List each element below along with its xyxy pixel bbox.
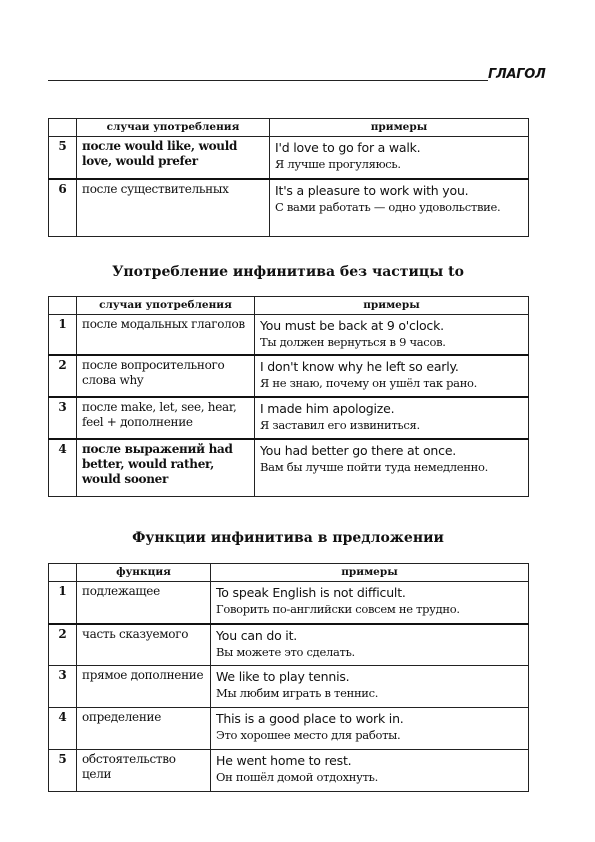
example-russian: Мы любим играть в теннис. — [216, 686, 379, 700]
example-russian: Я заставил его извиниться. — [260, 417, 420, 432]
table-row — [49, 666, 529, 708]
example-english: You must be back at 9 o'clock. — [260, 318, 444, 333]
header-cell-examples: примеры — [211, 564, 529, 582]
example-english: We like to play tennis. — [216, 669, 350, 684]
example-russian: Ты должен вернуться в 9 часов. — [260, 335, 446, 349]
row-number: 4 — [49, 708, 77, 750]
usage-cell: после существительных — [77, 179, 270, 237]
examples-cell — [211, 750, 529, 792]
infinitive-table-continued — [48, 118, 529, 237]
infinitive-functions-table — [48, 563, 529, 792]
table-row — [49, 708, 529, 750]
section-title: Функции инфинитива в предложении — [132, 530, 444, 546]
examples-cell — [255, 315, 529, 355]
example-english: I'd love to go for a walk. — [275, 140, 421, 155]
usage-cell: определение — [77, 708, 211, 750]
table-row — [49, 750, 529, 792]
usage-cell: обстоятельство цели — [77, 750, 211, 792]
example-english: He went home to rest. — [216, 753, 352, 768]
example-english: I don't know why he left so early. — [260, 358, 459, 374]
usage-cell: после выражений had better, would rather, would sooner — [77, 439, 255, 497]
examples-cell — [211, 582, 529, 624]
usage-cell: после would like, would love, would prefer — [77, 137, 270, 179]
row-number: 3 — [49, 397, 77, 439]
example-english: You had better go there at once. — [260, 442, 457, 458]
running-header: ГЛАГОЛ — [488, 67, 546, 82]
row-number: 5 — [49, 750, 77, 792]
example-english: To speak English is not difficult. — [216, 585, 406, 600]
row-number: 3 — [49, 666, 77, 708]
examples-cell — [211, 624, 529, 666]
table-row — [49, 439, 529, 497]
row-number: 6 — [49, 179, 77, 237]
table-row — [49, 315, 529, 355]
row-number: 2 — [49, 355, 77, 397]
examples-cell — [255, 439, 529, 497]
infinitive-without-to-table — [48, 296, 529, 497]
table-row — [49, 355, 529, 397]
section-title: Употребление инфинитива без частицы to — [112, 264, 464, 280]
usage-cell: после вопросительного слова why — [77, 355, 255, 397]
table-row — [49, 397, 529, 439]
example-english: This is a good place to work in. — [216, 711, 404, 726]
table-header-row — [49, 564, 529, 582]
header-cell-examples: примеры — [270, 119, 529, 137]
usage-cell: после модальных глаголов — [77, 315, 255, 355]
table-row — [49, 582, 529, 624]
table-row — [49, 137, 529, 179]
row-number: 4 — [49, 439, 77, 497]
example-russian: Я не знаю, почему он ушёл так рано. — [260, 375, 478, 390]
examples-cell — [270, 179, 529, 237]
example-english: I made him apologize. — [260, 400, 395, 416]
header-cell-usage: случаи употребления — [77, 297, 255, 315]
usage-cell: прямое дополнение — [77, 666, 211, 708]
usage-cell: часть сказуемого — [77, 624, 211, 666]
examples-cell — [255, 355, 529, 397]
example-russian: С вами работать — одно удовольствие. — [275, 199, 501, 214]
table-row — [49, 624, 529, 666]
example-russian: Вам бы лучше пойти туда немедленно. — [260, 459, 488, 474]
example-russian: Я лучше прогуляюсь. — [275, 157, 401, 171]
example-english: You can do it. — [216, 627, 298, 643]
table-header-row — [49, 119, 529, 137]
example-russian: Вы можете это сделать. — [216, 644, 355, 659]
row-number: 1 — [49, 582, 77, 624]
header-cell-num — [49, 297, 77, 315]
header-cell-num — [49, 564, 77, 582]
header-cell-usage: функция — [77, 564, 211, 582]
example-english: It's a pleasure to work with you. — [275, 182, 469, 198]
examples-cell — [211, 666, 529, 708]
example-russian: Это хорошее место для работы. — [216, 728, 401, 742]
header-cell-examples: примеры — [255, 297, 529, 315]
row-number: 2 — [49, 624, 77, 666]
usage-cell: после make, let, see, hear, feel + дополнение — [77, 397, 255, 439]
row-number: 1 — [49, 315, 77, 355]
table-header-row — [49, 297, 529, 315]
examples-cell — [255, 397, 529, 439]
table-row — [49, 179, 529, 237]
example-russian: Он пошёл домой отдохнуть. — [216, 770, 378, 784]
row-number: 5 — [49, 137, 77, 179]
header-rule — [48, 80, 488, 81]
example-russian: Говорить по-английски совсем не трудно. — [216, 602, 460, 616]
examples-cell — [211, 708, 529, 750]
header-cell-num — [49, 119, 77, 137]
examples-cell — [270, 137, 529, 179]
header-cell-usage: случаи употребления — [77, 119, 270, 137]
usage-cell: подлежащее — [77, 582, 211, 624]
